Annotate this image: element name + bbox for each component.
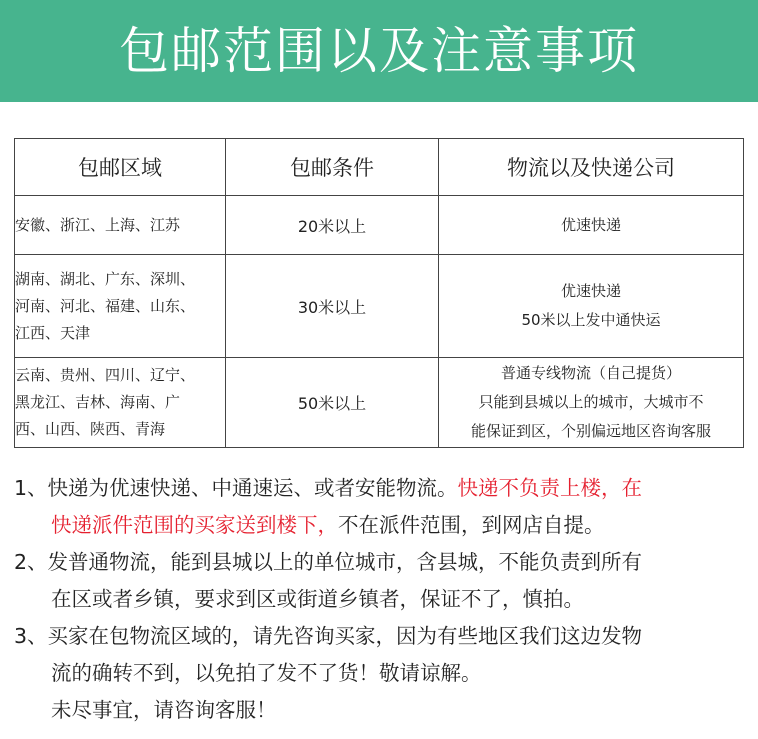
carrier-line: 能保证到区，个别偏远地区咨询客服 bbox=[470, 422, 711, 440]
zone-line: 云南、贵州、四川、辽宁、 bbox=[15, 366, 196, 384]
condition-cell: 20米以上 bbox=[226, 196, 439, 255]
carrier-cell bbox=[439, 358, 744, 448]
header-condition: 包邮条件 bbox=[226, 139, 439, 196]
notes-section bbox=[14, 470, 754, 729]
carrier-line: 普通专线物流（自己提货） bbox=[500, 364, 681, 382]
page-title: 包邮范围以及注意事项 bbox=[119, 22, 639, 80]
note-1-warning-cont: 快递派件范围的买家送到楼下， bbox=[51, 513, 338, 537]
carrier-line: 50米以上发中通快运 bbox=[521, 311, 661, 329]
condition-cell: 50米以上 bbox=[226, 358, 439, 448]
zone-line: 江西、天津 bbox=[15, 323, 91, 342]
note-2-line-1: 2、发普通物流，能到县城以上的单位城市，含县城，不能负责到所有 bbox=[14, 550, 643, 574]
zone-cell bbox=[15, 358, 226, 448]
zone-line: 西、山西、陕西、青海 bbox=[15, 420, 166, 438]
carrier-line: 优速快递 bbox=[560, 215, 621, 234]
note-1-text-cont: 不在派件范围，到网店自提。 bbox=[338, 513, 605, 537]
note-2-line-2: 在区或者乡镇，要求到区或街道乡镇者，保证不了，慎拍。 bbox=[51, 587, 584, 611]
header-zone: 包邮区域 bbox=[15, 139, 226, 196]
shipping-zones-table bbox=[14, 138, 744, 448]
note-1-text: 1、快递为优速快递、中通速运、或者安能物流。 bbox=[14, 476, 458, 500]
zone-cell bbox=[15, 196, 226, 255]
zone-line: 湖南、湖北、广东、深圳、 bbox=[15, 269, 196, 288]
carrier-cell bbox=[439, 196, 744, 255]
table-row bbox=[15, 255, 744, 358]
note-1-line-1 bbox=[14, 470, 754, 507]
closing-note: 未尽事宜，请咨询客服！ bbox=[51, 698, 277, 722]
condition-cell: 30米以上 bbox=[226, 255, 439, 358]
header-carrier: 物流以及快递公司 bbox=[439, 139, 744, 196]
title-banner bbox=[0, 0, 758, 102]
note-3-line-1: 3、买家在包物流区域的，请先咨询买家，因为有些地区我们这边发物 bbox=[14, 624, 643, 648]
zone-line: 安徽、浙江、上海、江苏 bbox=[15, 215, 181, 234]
carrier-cell bbox=[439, 255, 744, 358]
carrier-line: 只能到县城以上的城市，大城市不 bbox=[478, 393, 704, 411]
note-1-line-2 bbox=[14, 507, 754, 544]
zone-line: 黑龙江、吉林、海南、广 bbox=[15, 393, 181, 411]
table-header-row bbox=[15, 139, 744, 196]
table-row bbox=[15, 196, 744, 255]
note-3-line-2: 流的确转不到，以免拍了发不了货！敬请谅解。 bbox=[51, 661, 482, 685]
zone-line: 河南、河北、福建、山东、 bbox=[15, 296, 196, 315]
zone-cell bbox=[15, 255, 226, 358]
carrier-line: 优速快递 bbox=[560, 282, 621, 300]
table-row bbox=[15, 358, 744, 448]
note-1-warning: 快递不负责上楼，在 bbox=[457, 476, 643, 500]
